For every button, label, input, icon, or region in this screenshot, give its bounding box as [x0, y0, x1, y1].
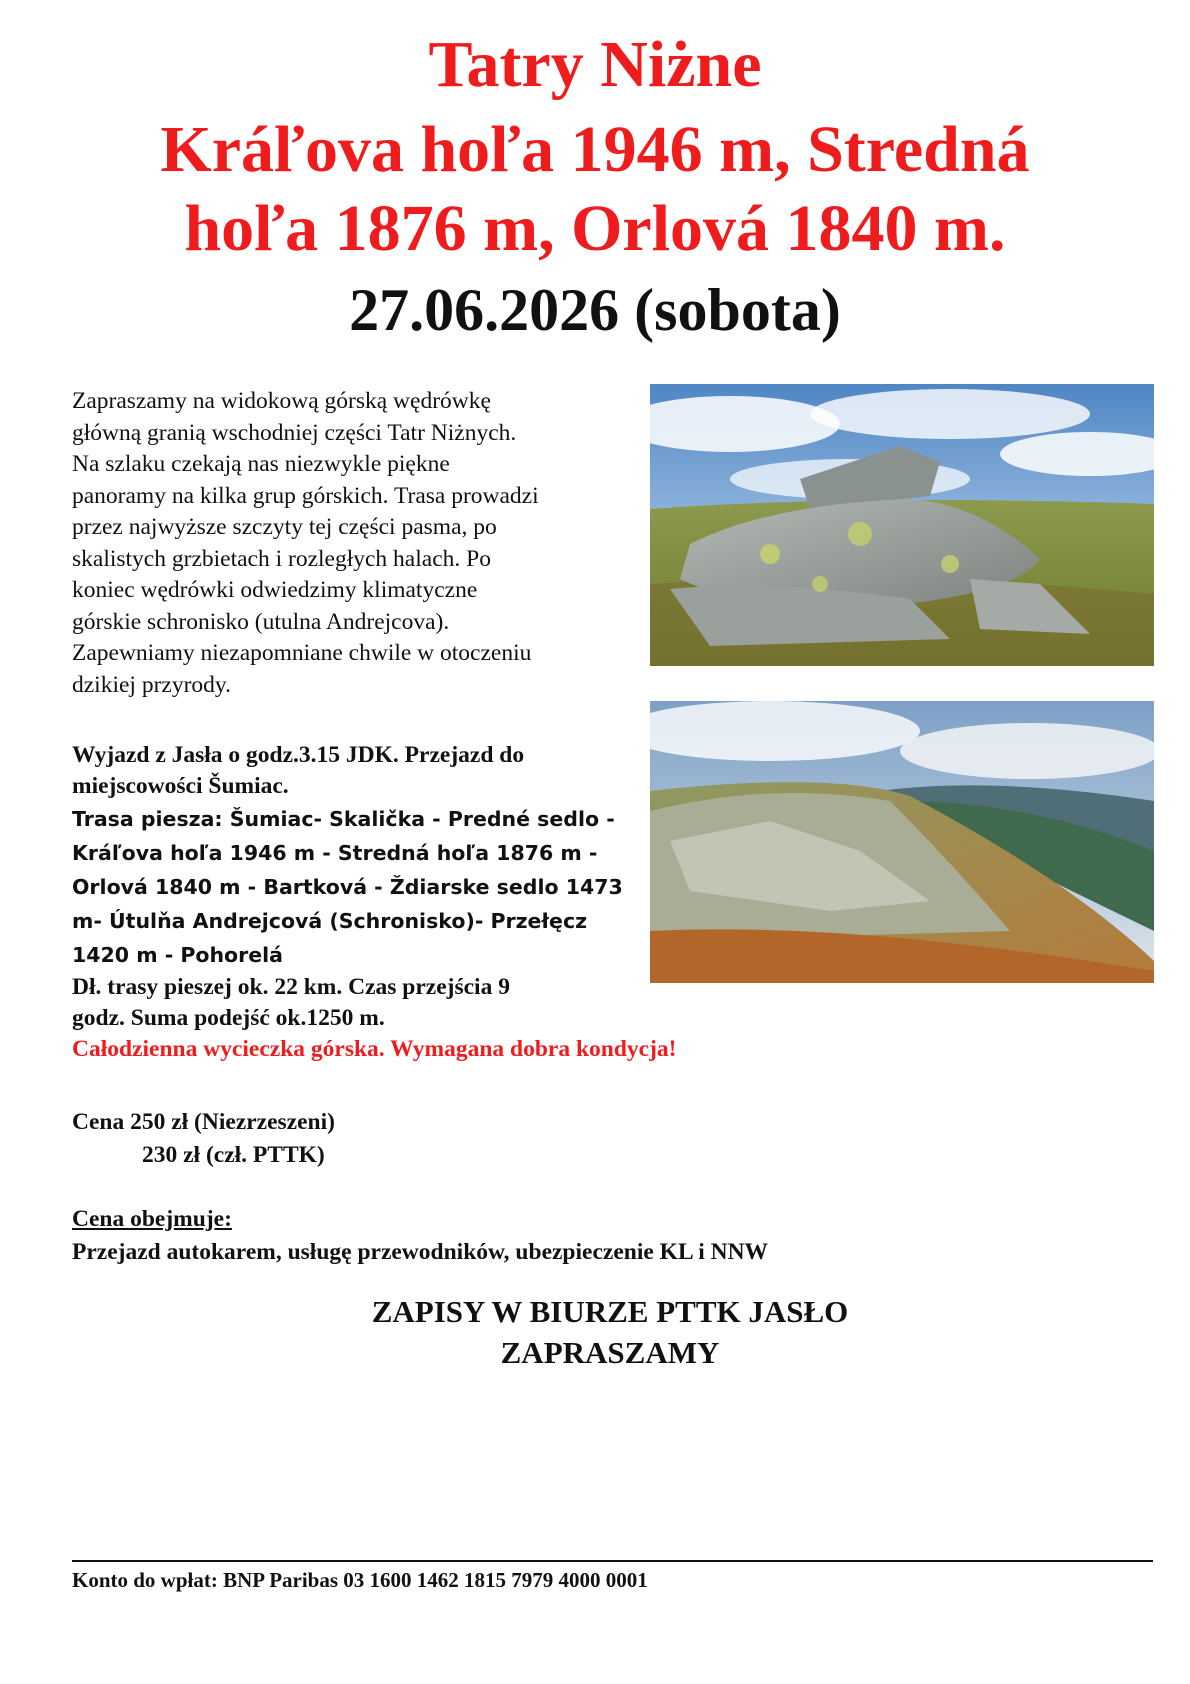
- price-block: [72, 1106, 335, 1172]
- intro-line: główną granią wschodniej części Tatr Niżnych.: [72, 419, 517, 446]
- intro-line: skalistych grzbietach i rozległych halach. Po: [72, 545, 491, 572]
- signup-notice: [0, 1291, 1190, 1373]
- includes-block: [72, 1203, 768, 1269]
- intro-line: Zapewniamy niezapomniane chwile w otoczeniu: [72, 640, 532, 666]
- signup-line: ZAPRASZAMY: [500, 1335, 720, 1370]
- title-line-1: Tatry Niżne: [428, 28, 762, 101]
- intro-line: Na szlaku czekają nas niezwykle piękne: [72, 451, 450, 477]
- includes-text: Przejazd autokarem, usługę przewodników, ubezpieczenie KL i NNW: [72, 1239, 769, 1265]
- stats-line: godz. Suma podejść ok.1250 m.: [72, 1005, 385, 1031]
- photo-rock-outcrop: [650, 384, 1154, 666]
- route-line: Orlová 1840 m - Bartková - Ždiarske sedlo 1473: [72, 875, 623, 899]
- intro-line: Zapraszamy na widokową górską wędrówkę: [72, 388, 491, 414]
- price-member: 230 zł (czł. PTTK): [142, 1142, 325, 1168]
- route-line: m- Útulňa Andrejcová (Schronisko)- Przełęcz: [72, 909, 588, 933]
- departure-line: miejscowości Šumiac.: [72, 773, 289, 799]
- includes-heading: Cena obejmuje:: [72, 1206, 232, 1232]
- trip-details: [72, 740, 832, 1065]
- stats-line: Dł. trasy pieszej ok. 22 km. Czas przejścia 9: [72, 974, 510, 1000]
- signup-line: ZAPISY W BIURZE PTTK JASŁO: [371, 1294, 849, 1329]
- price-standard: Cena 250 zł (Niezrzeszeni): [72, 1109, 335, 1135]
- footer-divider: [72, 1560, 1153, 1562]
- bank-account: Konto do wpłat: BNP Paribas 03 1600 1462 1815 7979 4000 0001: [72, 1568, 648, 1592]
- intro-line: panoramy na kilka grup górskich. Trasa prowadzi: [72, 482, 539, 509]
- intro-line: przez najwyższe szczyty tej części pasma, po: [72, 514, 497, 540]
- intro-line: koniec wędrówki odwiedzimy klimatyczne: [72, 577, 478, 603]
- intro-line: dzikiej przyrody.: [72, 671, 232, 698]
- title-line-3: hoľa 1876 m, Orlová 1840 m.: [184, 192, 1006, 265]
- route-line: Trasa piesza: Šumiac- Skalička - Predné sedlo -: [72, 807, 615, 831]
- route-line: Kráľova hoľa 1946 m - Stredná hoľa 1876 m -: [72, 841, 598, 865]
- event-date: 27.06.2026 (sobota): [349, 277, 841, 343]
- departure-line: Wyjazd z Jasła o godz.3.15 JDK. Przejazd do: [72, 742, 525, 768]
- difficulty-warning: Całodzienna wycieczka górska. Wymagana dobra kondycja!: [72, 1036, 677, 1062]
- intro-paragraph: [72, 386, 642, 701]
- intro-line: górskie schronisko (utulna Andrejcova).: [72, 608, 450, 635]
- route-line: 1420 m - Pohorelá: [72, 943, 283, 967]
- title-line-2: Kráľova hoľa 1946 m, Stredná: [160, 113, 1030, 186]
